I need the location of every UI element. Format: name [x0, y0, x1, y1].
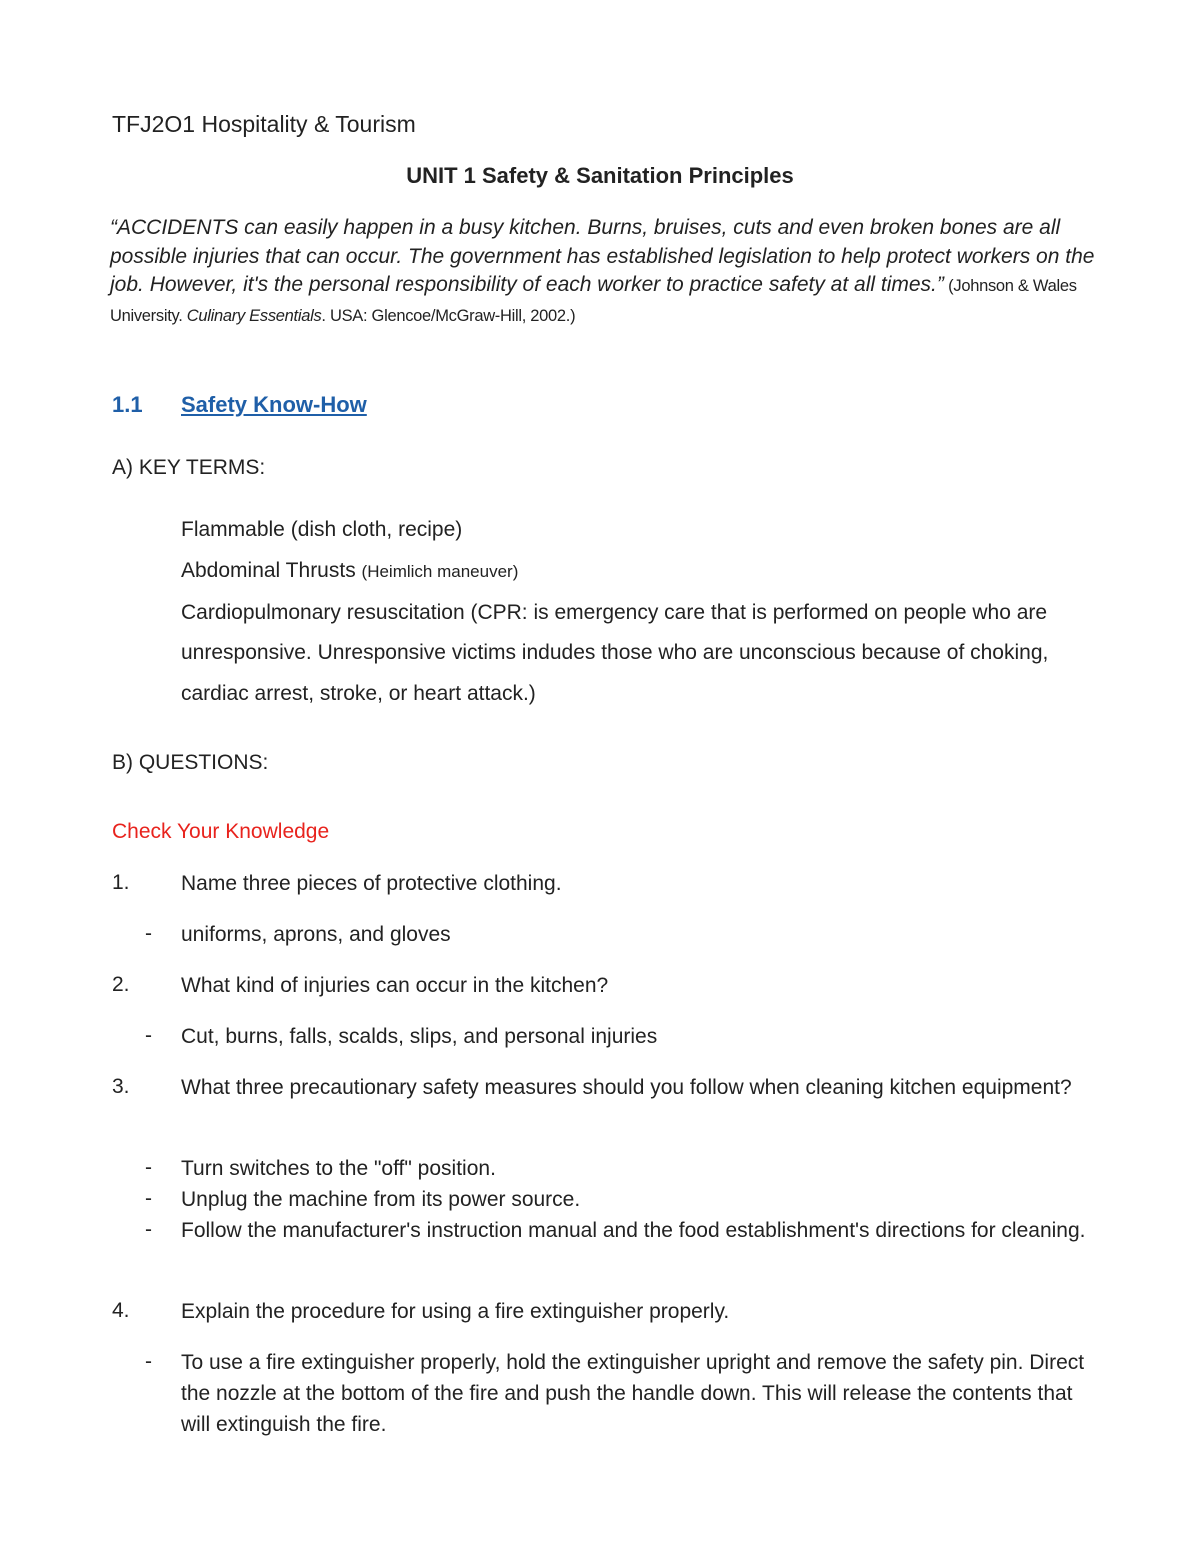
bullet-dash: -	[145, 1350, 152, 1373]
bullet-dash: -	[145, 1218, 152, 1241]
question-3-text: What three precautionary safety measures should you follow when cleaning kitchen equipment?	[181, 1076, 1072, 1099]
key-term-main: Abdominal Thrusts	[181, 558, 362, 582]
key-term-flammable: Flammable (dish cloth, recipe)	[181, 518, 463, 541]
key-terms-heading: A) KEY TERMS:	[112, 456, 266, 479]
question-2-text: What kind of injuries can occur in the kitchen?	[181, 974, 609, 997]
answer-3c: Follow the manufacturer's instruction manual and the food establishment's directions for cleaning.	[181, 1219, 1086, 1242]
answer-4: To use a fire extinguisher properly, hold the extinguisher upright and remove the safety pin. Direct the nozzle at the bottom of the fire and push the handle down. This will release the contents that will extinguish the fire.	[181, 1351, 1085, 1436]
answer-3b: Unplug the machine from its power source.	[181, 1188, 581, 1211]
question-4-text: Explain the procedure for using a fire extinguisher properly.	[181, 1300, 730, 1323]
citation-prefix: (Johnson & Wales University.	[110, 277, 1077, 325]
course-title: TFJ2O1 Hospitality & Tourism	[112, 111, 416, 137]
questions-heading: B) QUESTIONS:	[112, 751, 269, 774]
bullet-dash: -	[145, 922, 152, 945]
question-number: 2.	[112, 973, 130, 996]
answer-3a: Turn switches to the "off" position.	[181, 1157, 496, 1180]
question-number: 3.	[112, 1075, 130, 1098]
question-number: 4.	[112, 1299, 130, 1322]
key-terms-list	[181, 510, 1111, 715]
bullet-dash: -	[145, 1024, 152, 1047]
citation-suffix: . USA: Glencoe/McGraw-Hill, 2002.)	[321, 306, 576, 325]
section-number: 1.1	[112, 392, 143, 417]
intro-quote	[110, 214, 1100, 330]
question-number: 1.	[112, 871, 130, 894]
citation-book: Culinary Essentials	[186, 306, 322, 325]
quote-text: “ACCIDENTS can easily happen in a busy kitchen. Burns, bruises, cuts and even broken bones are all possible injuries that can occur. The government has established legislation to help protect workers on the job. However, it's the personal responsibility of each worker to practice safety at all times.”	[110, 216, 1095, 296]
answer-1: uniforms, aprons, and gloves	[181, 923, 451, 946]
bullet-dash: -	[145, 1156, 152, 1179]
unit-title: UNIT 1 Safety & Sanitation Principles	[406, 163, 794, 188]
key-term-cpr: Cardiopulmonary resuscitation (CPR: is emergency care that is performed on people who are unresponsive. Unresponsive victims indudes those who are unconscious because of choking, cardiac arrest, stroke, or heart attack.)	[181, 600, 1049, 706]
key-term-abdominal-thrusts	[181, 551, 1111, 593]
question-1-text: Name three pieces of protective clothing.	[181, 872, 562, 895]
section-title-link[interactable]: Safety Know-How	[181, 392, 367, 417]
check-knowledge-heading: Check Your Knowledge	[112, 820, 330, 843]
key-term-note: (Heimlich maneuver)	[361, 561, 519, 581]
answer-2: Cut, burns, falls, scalds, slips, and personal injuries	[181, 1025, 658, 1048]
bullet-dash: -	[145, 1187, 152, 1210]
